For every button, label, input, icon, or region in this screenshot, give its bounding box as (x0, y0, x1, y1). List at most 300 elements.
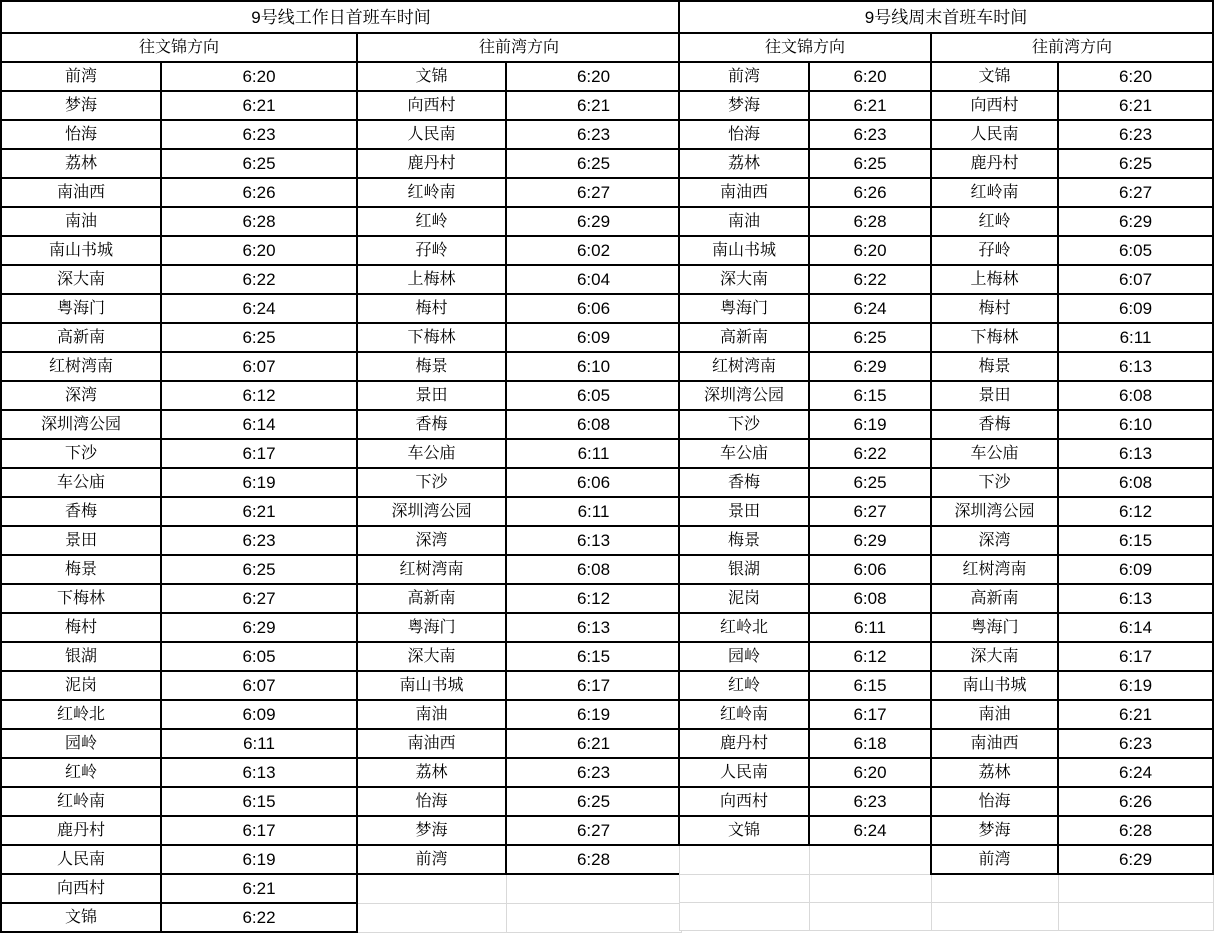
time-cell (506, 903, 681, 932)
time-cell: 6:10 (506, 352, 681, 381)
station-cell: 银湖 (1, 642, 161, 671)
table-row (1, 903, 681, 932)
station-cell (679, 874, 809, 903)
station-cell: 红岭南 (1, 787, 161, 816)
time-cell: 6:11 (506, 439, 681, 468)
time-cell: 6:08 (809, 584, 931, 613)
station-cell: 鹿丹村 (931, 149, 1058, 178)
station-cell: 鹿丹村 (357, 149, 506, 178)
station-cell: 高新南 (679, 323, 809, 352)
station-cell (931, 874, 1058, 903)
time-cell: 6:11 (1058, 323, 1213, 352)
station-cell: 泥岗 (1, 671, 161, 700)
time-cell: 6:15 (809, 671, 931, 700)
time-cell: 6:17 (506, 671, 681, 700)
station-cell: 向西村 (679, 787, 809, 816)
time-cell: 6:09 (1058, 555, 1213, 584)
time-cell: 6:05 (1058, 236, 1213, 265)
time-cell: 6:12 (161, 381, 357, 410)
table-row (679, 758, 1213, 787)
station-cell: 梅景 (1, 555, 161, 584)
table-row (1, 555, 681, 584)
time-cell: 6:12 (809, 642, 931, 671)
time-cell: 6:17 (161, 439, 357, 468)
station-cell: 梅村 (1, 613, 161, 642)
weekday-direction-wenjin: 往文锦方向 (1, 33, 357, 62)
station-cell: 车公庙 (357, 439, 506, 468)
station-cell (931, 903, 1058, 931)
time-cell: 6:19 (161, 845, 357, 874)
table-row (679, 439, 1213, 468)
time-cell: 6:25 (809, 149, 931, 178)
time-cell: 6:25 (506, 149, 681, 178)
station-cell: 红树湾南 (1, 352, 161, 381)
station-cell (357, 874, 506, 903)
station-cell: 人民南 (1, 845, 161, 874)
station-cell: 南山书城 (931, 671, 1058, 700)
table-row (679, 700, 1213, 729)
time-cell: 6:21 (506, 91, 681, 120)
table-row (679, 468, 1213, 497)
station-cell: 南油西 (1, 178, 161, 207)
table-row (1, 642, 681, 671)
station-cell: 人民南 (679, 758, 809, 787)
station-cell: 车公庙 (931, 439, 1058, 468)
table-row (1, 207, 681, 236)
station-cell: 红树湾南 (357, 555, 506, 584)
time-cell: 6:05 (161, 642, 357, 671)
time-cell: 6:21 (161, 497, 357, 526)
time-cell: 6:22 (809, 439, 931, 468)
station-cell: 梅景 (679, 526, 809, 555)
time-cell: 6:06 (506, 468, 681, 497)
time-cell: 6:24 (161, 294, 357, 323)
table-row (1, 294, 681, 323)
station-cell: 下沙 (357, 468, 506, 497)
time-cell: 6:22 (161, 903, 357, 932)
table-row (679, 120, 1213, 149)
table-row (1, 439, 681, 468)
table-row (679, 294, 1213, 323)
time-cell: 6:06 (809, 555, 931, 584)
time-cell: 6:27 (1058, 178, 1213, 207)
station-cell: 前湾 (357, 845, 506, 874)
time-cell: 6:14 (1058, 613, 1213, 642)
table-row (1, 729, 681, 758)
table-row (1, 352, 681, 381)
table-row (1, 178, 681, 207)
table-row (679, 149, 1213, 178)
weekend-direction-qianwan: 往前湾方向 (931, 33, 1213, 62)
station-cell: 高新南 (357, 584, 506, 613)
time-cell: 6:09 (161, 700, 357, 729)
station-cell: 孖岭 (931, 236, 1058, 265)
time-cell: 6:26 (1058, 787, 1213, 816)
table-row (679, 178, 1213, 207)
table-row (1, 149, 681, 178)
station-cell: 粤海门 (679, 294, 809, 323)
time-cell: 6:19 (506, 700, 681, 729)
time-cell: 6:20 (809, 758, 931, 787)
station-cell: 梦海 (357, 816, 506, 845)
time-cell: 6:27 (506, 816, 681, 845)
station-cell: 下沙 (1, 439, 161, 468)
station-cell: 前湾 (1, 62, 161, 91)
table-row (679, 845, 1213, 874)
station-cell: 红岭 (357, 207, 506, 236)
time-cell: 6:23 (506, 758, 681, 787)
time-cell: 6:23 (1058, 120, 1213, 149)
time-cell: 6:08 (506, 555, 681, 584)
table-row (679, 816, 1213, 845)
station-cell: 梦海 (679, 91, 809, 120)
station-cell: 泥岗 (679, 584, 809, 613)
time-cell: 6:07 (1058, 265, 1213, 294)
station-cell: 下梅林 (931, 323, 1058, 352)
time-cell: 6:23 (809, 120, 931, 149)
station-cell: 南油 (1, 207, 161, 236)
time-cell: 6:29 (1058, 207, 1213, 236)
time-cell: 6:17 (809, 700, 931, 729)
station-cell: 南山书城 (679, 236, 809, 265)
time-cell: 6:27 (809, 497, 931, 526)
time-cell: 6:06 (506, 294, 681, 323)
station-cell: 文锦 (1, 903, 161, 932)
station-cell: 园岭 (679, 642, 809, 671)
time-cell: 6:29 (809, 526, 931, 555)
station-cell: 红岭 (679, 671, 809, 700)
station-cell: 红岭南 (931, 178, 1058, 207)
station-cell: 车公庙 (1, 468, 161, 497)
time-cell: 6:13 (506, 526, 681, 555)
table-row (679, 207, 1213, 236)
table-row (679, 671, 1213, 700)
station-cell: 南油 (357, 700, 506, 729)
station-cell: 南油西 (679, 178, 809, 207)
time-cell: 6:25 (809, 468, 931, 497)
station-cell: 荔林 (357, 758, 506, 787)
table-row (679, 91, 1213, 120)
station-cell: 梅景 (931, 352, 1058, 381)
table-row (679, 410, 1213, 439)
weekday-table-title: 9号线工作日首班车时间 (1, 1, 681, 33)
time-cell: 6:21 (161, 874, 357, 903)
time-cell: 6:23 (161, 120, 357, 149)
station-cell: 下梅林 (1, 584, 161, 613)
time-cell: 6:24 (809, 816, 931, 845)
station-cell: 红树湾南 (931, 555, 1058, 584)
time-cell: 6:15 (161, 787, 357, 816)
time-cell: 6:23 (809, 787, 931, 816)
station-cell: 红岭 (931, 207, 1058, 236)
time-cell: 6:17 (161, 816, 357, 845)
time-cell: 6:25 (161, 149, 357, 178)
time-cell: 6:13 (1058, 352, 1213, 381)
time-cell: 6:25 (1058, 149, 1213, 178)
time-cell: 6:20 (809, 62, 931, 91)
station-cell: 梅村 (357, 294, 506, 323)
station-cell: 粤海门 (1, 294, 161, 323)
time-cell: 6:25 (161, 555, 357, 584)
time-cell: 6:17 (1058, 642, 1213, 671)
time-cell: 6:24 (809, 294, 931, 323)
time-cell: 6:08 (1058, 381, 1213, 410)
time-cell: 6:11 (506, 497, 681, 526)
time-cell: 6:23 (506, 120, 681, 149)
table-row (1, 236, 681, 265)
time-cell: 6:09 (506, 323, 681, 352)
table-row (1, 700, 681, 729)
time-cell: 6:12 (506, 584, 681, 613)
table-row (679, 555, 1213, 584)
station-cell: 香梅 (931, 410, 1058, 439)
station-cell: 怡海 (357, 787, 506, 816)
table-row (1, 410, 681, 439)
time-cell: 6:26 (809, 178, 931, 207)
station-cell: 梦海 (1, 91, 161, 120)
table-row (679, 613, 1213, 642)
station-cell (679, 903, 809, 931)
time-cell: 6:20 (161, 236, 357, 265)
time-cell: 6:11 (809, 613, 931, 642)
time-cell: 6:18 (809, 729, 931, 758)
time-cell: 6:28 (506, 845, 681, 874)
time-cell: 6:29 (161, 613, 357, 642)
station-cell: 深圳湾公园 (357, 497, 506, 526)
station-cell: 南油 (679, 207, 809, 236)
weekend-title-row (679, 1, 1213, 33)
table-row (679, 874, 1213, 903)
time-cell: 6:13 (1058, 584, 1213, 613)
station-cell: 南油西 (931, 729, 1058, 758)
station-cell: 下沙 (679, 410, 809, 439)
station-cell: 深大南 (679, 265, 809, 294)
station-cell: 怡海 (1, 120, 161, 149)
time-cell: 6:20 (1058, 62, 1213, 91)
table-row (1, 874, 681, 903)
table-row (1, 845, 681, 874)
station-cell: 深大南 (357, 642, 506, 671)
time-cell (809, 845, 931, 874)
table-row (1, 758, 681, 787)
station-cell: 深湾 (357, 526, 506, 555)
station-cell: 高新南 (931, 584, 1058, 613)
time-cell: 6:21 (809, 91, 931, 120)
station-cell: 深圳湾公园 (679, 381, 809, 410)
table-row (679, 497, 1213, 526)
table-row (679, 381, 1213, 410)
station-cell: 深大南 (931, 642, 1058, 671)
table-row (1, 584, 681, 613)
station-cell: 红岭北 (1, 700, 161, 729)
time-cell: 6:29 (506, 207, 681, 236)
station-cell: 上梅林 (931, 265, 1058, 294)
station-cell: 香梅 (679, 468, 809, 497)
station-cell: 红岭南 (679, 700, 809, 729)
time-cell: 6:07 (161, 352, 357, 381)
time-cell: 6:07 (161, 671, 357, 700)
station-cell (679, 845, 809, 874)
station-cell: 深湾 (931, 526, 1058, 555)
time-cell: 6:25 (161, 323, 357, 352)
time-cell: 6:27 (161, 584, 357, 613)
table-row (679, 584, 1213, 613)
table-row (679, 642, 1213, 671)
table-row (1, 613, 681, 642)
time-cell: 6:29 (809, 352, 931, 381)
table-row (679, 526, 1213, 555)
station-cell: 红树湾南 (679, 352, 809, 381)
time-cell: 6:20 (161, 62, 357, 91)
time-cell: 6:19 (809, 410, 931, 439)
station-cell: 南山书城 (357, 671, 506, 700)
station-cell: 南油西 (357, 729, 506, 758)
station-cell: 梦海 (931, 816, 1058, 845)
time-cell: 6:20 (809, 236, 931, 265)
station-cell: 银湖 (679, 555, 809, 584)
station-cell: 文锦 (679, 816, 809, 845)
station-cell: 深湾 (1, 381, 161, 410)
station-cell: 人民南 (357, 120, 506, 149)
time-cell: 6:20 (506, 62, 681, 91)
station-cell: 文锦 (357, 62, 506, 91)
station-cell: 下梅林 (357, 323, 506, 352)
time-cell: 6:08 (506, 410, 681, 439)
time-cell (1058, 903, 1213, 931)
time-cell: 6:19 (1058, 671, 1213, 700)
station-cell: 红岭 (1, 758, 161, 787)
station-cell: 鹿丹村 (679, 729, 809, 758)
table-row (679, 352, 1213, 381)
weekend-direction-row (679, 33, 1213, 62)
time-cell: 6:09 (1058, 294, 1213, 323)
time-cell: 6:13 (1058, 439, 1213, 468)
station-cell: 粤海门 (357, 613, 506, 642)
station-cell: 景田 (357, 381, 506, 410)
time-cell: 6:12 (1058, 497, 1213, 526)
time-cell: 6:10 (1058, 410, 1213, 439)
weekday-title-row (1, 1, 681, 33)
time-cell: 6:25 (809, 323, 931, 352)
station-cell: 深大南 (1, 265, 161, 294)
weekend-table (678, 0, 1214, 931)
station-cell: 景田 (679, 497, 809, 526)
station-cell: 前湾 (679, 62, 809, 91)
table-row (679, 265, 1213, 294)
table-row (1, 497, 681, 526)
table-row (1, 468, 681, 497)
station-cell: 深圳湾公园 (1, 410, 161, 439)
table-row (1, 381, 681, 410)
station-cell: 前湾 (931, 845, 1058, 874)
station-cell: 南油 (931, 700, 1058, 729)
time-cell (809, 874, 931, 903)
station-cell: 上梅林 (357, 265, 506, 294)
station-cell: 荔林 (931, 758, 1058, 787)
time-cell: 6:22 (161, 265, 357, 294)
table-row (1, 120, 681, 149)
station-cell: 向西村 (357, 91, 506, 120)
time-cell: 6:28 (809, 207, 931, 236)
station-cell: 荔林 (679, 149, 809, 178)
station-cell: 红岭南 (357, 178, 506, 207)
station-cell: 孖岭 (357, 236, 506, 265)
time-cell: 6:14 (161, 410, 357, 439)
time-cell: 6:15 (1058, 526, 1213, 555)
time-cell: 6:08 (1058, 468, 1213, 497)
station-cell: 红岭北 (679, 613, 809, 642)
time-cell (809, 903, 931, 931)
table-row (679, 62, 1213, 91)
table-row (679, 903, 1213, 931)
station-cell: 景田 (931, 381, 1058, 410)
station-cell: 梅村 (931, 294, 1058, 323)
table-row (1, 265, 681, 294)
time-cell: 6:05 (506, 381, 681, 410)
table-row (1, 816, 681, 845)
table-row (679, 323, 1213, 352)
time-cell: 6:29 (1058, 845, 1213, 874)
time-cell: 6:23 (161, 526, 357, 555)
station-cell (357, 903, 506, 932)
station-cell: 香梅 (1, 497, 161, 526)
table-row (679, 729, 1213, 758)
time-cell: 6:28 (161, 207, 357, 236)
time-cell: 6:11 (161, 729, 357, 758)
time-cell: 6:19 (161, 468, 357, 497)
time-cell: 6:04 (506, 265, 681, 294)
time-cell: 6:26 (161, 178, 357, 207)
time-cell: 6:13 (506, 613, 681, 642)
station-cell: 梅景 (357, 352, 506, 381)
station-cell: 文锦 (931, 62, 1058, 91)
table-row (1, 526, 681, 555)
time-cell: 6:22 (809, 265, 931, 294)
time-cell: 6:21 (1058, 700, 1213, 729)
time-cell: 6:15 (506, 642, 681, 671)
time-cell: 6:13 (161, 758, 357, 787)
station-cell: 香梅 (357, 410, 506, 439)
weekend-table-title: 9号线周末首班车时间 (679, 1, 1213, 33)
station-cell: 粤海门 (931, 613, 1058, 642)
station-cell: 鹿丹村 (1, 816, 161, 845)
time-cell: 6:24 (1058, 758, 1213, 787)
table-row (679, 236, 1213, 265)
time-cell: 6:02 (506, 236, 681, 265)
table-row (679, 787, 1213, 816)
table-row (1, 91, 681, 120)
station-cell: 怡海 (679, 120, 809, 149)
station-cell: 人民南 (931, 120, 1058, 149)
table-row (1, 62, 681, 91)
station-cell: 荔林 (1, 149, 161, 178)
time-cell: 6:21 (506, 729, 681, 758)
time-cell: 6:15 (809, 381, 931, 410)
station-cell: 怡海 (931, 787, 1058, 816)
station-cell: 园岭 (1, 729, 161, 758)
table-row (1, 671, 681, 700)
station-cell: 向西村 (931, 91, 1058, 120)
time-cell (1058, 874, 1213, 903)
station-cell: 向西村 (1, 874, 161, 903)
station-cell: 深圳湾公园 (931, 497, 1058, 526)
time-cell: 6:28 (1058, 816, 1213, 845)
time-cell: 6:23 (1058, 729, 1213, 758)
weekend-direction-wenjin: 往文锦方向 (679, 33, 931, 62)
weekday-direction-row (1, 33, 681, 62)
station-cell: 景田 (1, 526, 161, 555)
time-cell (506, 874, 681, 903)
